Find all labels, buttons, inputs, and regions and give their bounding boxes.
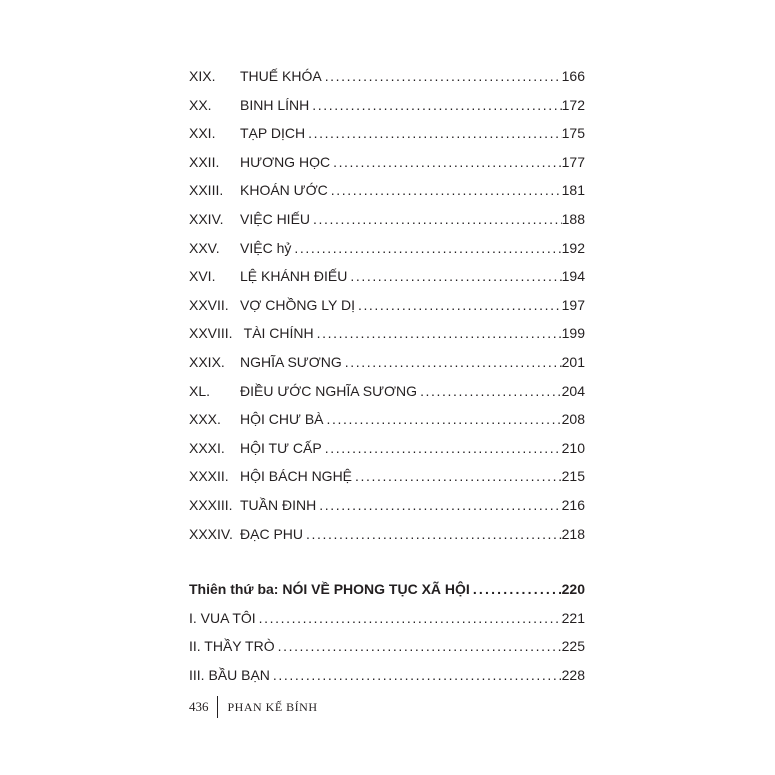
toc-entry-number: XXXII. (189, 468, 229, 485)
toc-entry-title: HỘI TƯ CẤP (240, 439, 322, 456)
dot-leader (316, 491, 561, 520)
footer-divider (217, 696, 218, 718)
toc-entry-number: XXIX. (189, 353, 225, 370)
toc-entry-number: XXXIII. (189, 496, 233, 513)
toc-entry-page: 199 (561, 325, 585, 342)
page-footer (189, 694, 318, 720)
toc-entry (189, 434, 585, 463)
dot-leader (328, 176, 562, 205)
toc-entry-number: XIX. (189, 68, 216, 84)
toc-entry-page: 208 (561, 411, 585, 428)
section-heading-page: 220 (561, 581, 585, 597)
toc-entry-number: XX. (189, 96, 212, 113)
toc-entry (189, 234, 585, 263)
dot-leader (303, 520, 562, 549)
toc-entry-page: 181 (561, 182, 585, 199)
section-entry-title: III. BẦU BẠN (189, 666, 270, 683)
dot-leader (342, 348, 562, 377)
toc-entry (189, 405, 585, 434)
dot-leader (324, 405, 562, 434)
dot-leader (355, 291, 562, 320)
toc-entry (189, 291, 585, 320)
dot-leader (314, 319, 562, 348)
toc-entry (189, 262, 585, 291)
toc-entry (189, 148, 585, 177)
toc-entry-page: 188 (561, 210, 585, 227)
section-heading-title: Thiên thứ ba: NÓI VỀ PHONG TỤC XÃ HỘI (189, 581, 470, 597)
toc-entry-title: TUẦN ĐINH (240, 496, 317, 513)
toc-entry (189, 176, 585, 205)
toc-entry-page: 201 (561, 353, 585, 370)
toc-entry-number: XXVIII. (189, 325, 233, 342)
toc-entry-page: 197 (561, 296, 585, 313)
toc-entry-page: 166 (561, 68, 585, 84)
dot-leader (417, 377, 562, 406)
toc-entry (189, 319, 585, 348)
section-entry-page: 225 (561, 638, 585, 655)
toc-entry-title: VIỆC HIẾU (240, 210, 311, 227)
toc-entry-title: THUẾ KHÓA (240, 68, 322, 84)
toc-entry-page: 210 (561, 439, 585, 456)
toc-entry-title: BINH LÍNH (240, 96, 310, 113)
toc-entry (189, 491, 585, 520)
toc-entry-title: TÀI CHÍNH (240, 325, 314, 342)
dot-leader (322, 62, 562, 91)
toc-entry-page: 172 (561, 96, 585, 113)
dot-leader (347, 262, 561, 291)
toc-entry-page: 215 (561, 468, 585, 485)
toc-entry-title: TẠP DỊCH (240, 125, 306, 142)
toc-entry (189, 348, 585, 377)
toc-entry-title: NGHĨA SƯƠNG (240, 353, 342, 370)
toc-entry-title: VIỆC hỷ (240, 239, 292, 256)
toc-entry (189, 462, 585, 491)
toc-entry (189, 62, 585, 91)
toc-entry-title: LỆ KHÁNH ĐIẾU (240, 268, 348, 285)
toc-entry-number: XXXI. (189, 439, 225, 456)
toc-entry (189, 520, 585, 549)
toc-entry-number: XXI. (189, 125, 216, 142)
section-entry-page: 228 (561, 666, 585, 683)
toc-entry-number: XXV. (189, 239, 220, 256)
toc-entry (189, 119, 585, 148)
toc-entry-number: XXX. (189, 411, 221, 428)
dot-leader (305, 119, 562, 148)
toc-entry (189, 205, 585, 234)
toc-entry-page: 216 (561, 496, 585, 513)
toc-entry-page: 177 (561, 153, 585, 170)
toc-entry-title: VỢ CHỒNG LY DỊ (240, 296, 355, 313)
author-name: PHAN KẾ BÍNH (227, 699, 318, 714)
toc-entry-number: XXIV. (189, 210, 224, 227)
toc-entry-title: HỘI BÁCH NGHỆ (240, 468, 353, 485)
toc-entry-title: ĐẠC PHU (240, 525, 304, 542)
section-entry (189, 632, 585, 661)
page-number: 436 (189, 699, 209, 714)
toc-entry-page: 192 (561, 239, 585, 256)
toc-entry-title: ĐIỀU ƯỚC NGHĨA SƯƠNG (240, 382, 418, 399)
toc-entry-title: KHOÁN ƯỚC (240, 182, 328, 199)
toc-entry-page: 194 (561, 268, 585, 285)
section-entry-page: 221 (561, 609, 585, 626)
toc-entry (189, 377, 585, 406)
dot-leader (291, 234, 561, 263)
toc-entry-page: 175 (561, 125, 585, 142)
section-three (189, 575, 585, 689)
toc-entry-number: XXII. (189, 153, 220, 170)
toc-entry-title: HƯƠNG HỌC (240, 153, 331, 170)
dot-leader (309, 91, 561, 120)
dot-leader (352, 462, 562, 491)
toc-entry-number: XXVII. (189, 296, 229, 313)
dot-leader (310, 205, 562, 234)
dot-leader (270, 661, 562, 690)
toc-entry-number: XXXIV. (189, 525, 233, 542)
toc-entry-page: 218 (561, 525, 585, 542)
section-entry (189, 661, 585, 690)
toc-entry (189, 91, 585, 120)
toc-entry-number: XXIII. (189, 182, 224, 199)
dot-leader (322, 434, 562, 463)
dot-leader (256, 604, 562, 633)
table-of-contents (189, 62, 585, 548)
dot-leader (275, 632, 562, 661)
toc-entry-number: XL. (189, 382, 211, 399)
toc-entry-title: HỘI CHƯ BÀ (240, 411, 324, 428)
toc-entry-number: XVI. (189, 268, 216, 285)
dot-leader (470, 575, 562, 604)
dot-leader (330, 148, 562, 177)
section-entry-title: II. THẦY TRÒ (189, 638, 275, 655)
section-entry (189, 604, 585, 633)
section-entry-title: I. VUA TÔI (189, 609, 256, 626)
toc-entry-page: 204 (561, 382, 585, 399)
section-heading (189, 575, 585, 604)
